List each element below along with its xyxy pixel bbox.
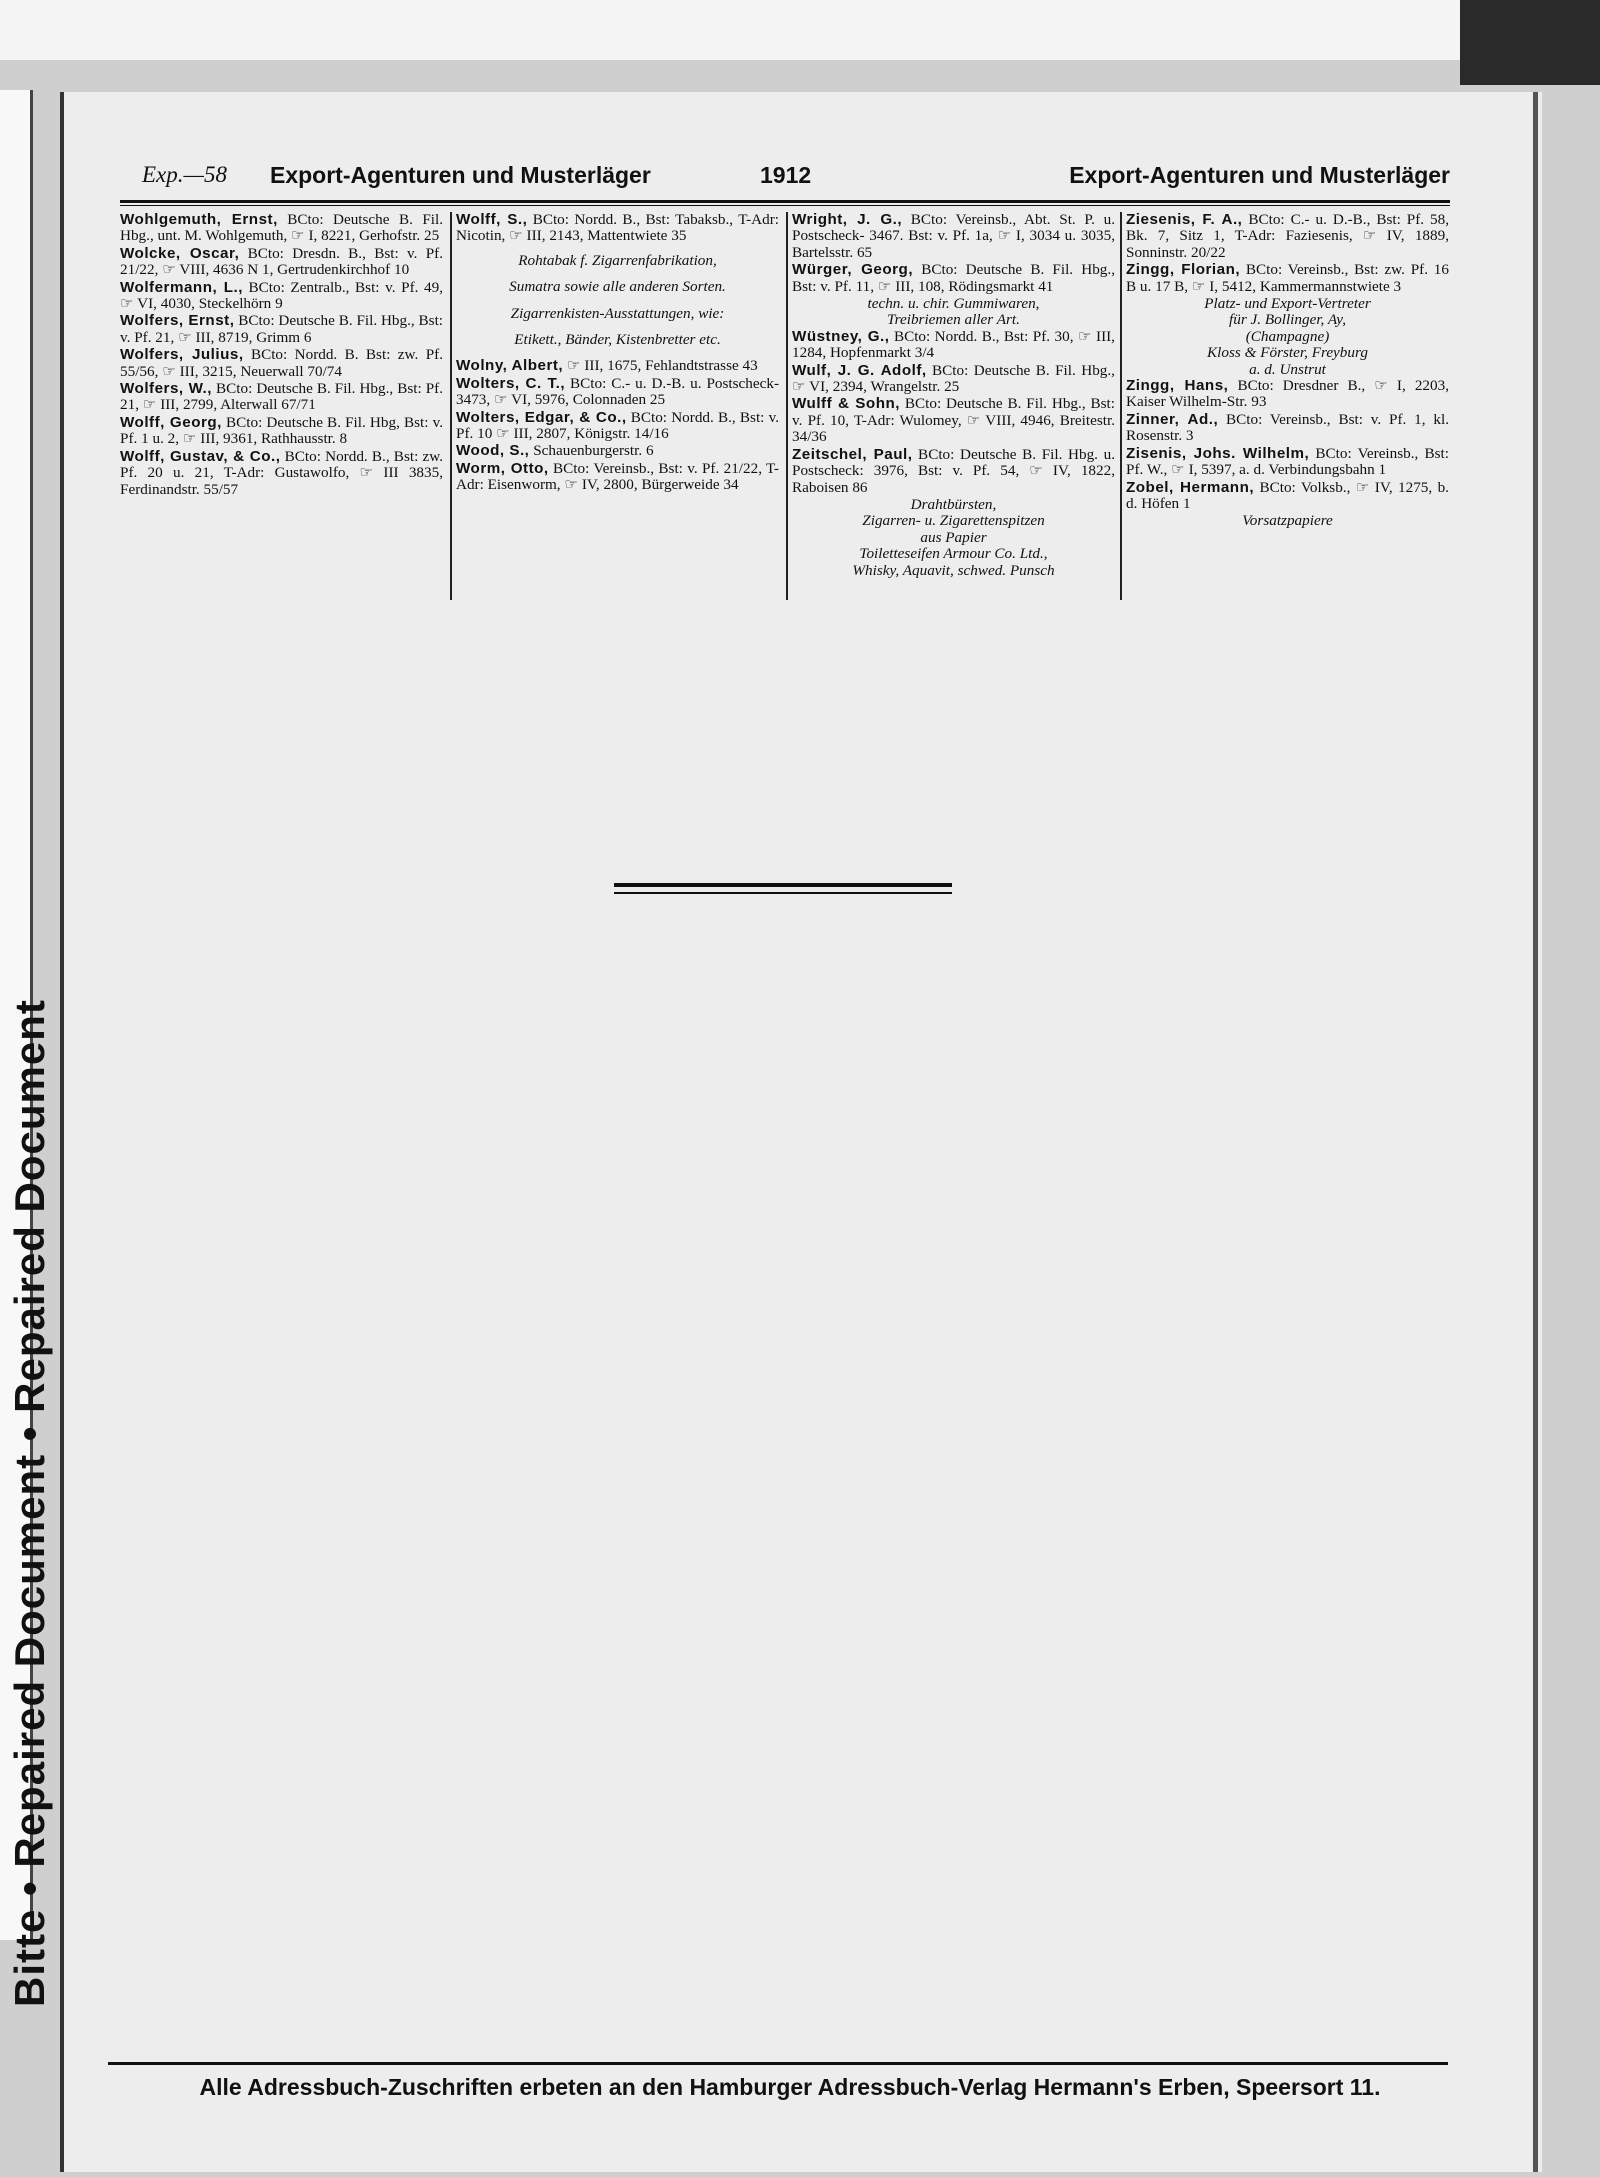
directory-entry bbox=[456, 443, 779, 459]
entry-name: Zobel, Hermann, bbox=[1126, 478, 1255, 496]
header-left-title: Export-Agenturen und Musterläger bbox=[270, 162, 651, 188]
italic-note: Toiletteseifen Armour Co. Ltd., bbox=[859, 545, 1048, 563]
italic-note: Etikett., Bänder, Kistenbretter etc. bbox=[514, 331, 721, 349]
entry-name: Zingg, Florian, bbox=[1126, 261, 1241, 279]
entry-detail: BCto: Zentralb., Bst: v. Pf. 49, ☞ VI, 4030, Steckelhörn 9 bbox=[120, 278, 443, 313]
italic-note: Sumatra sowie alle anderen Sorten. bbox=[509, 278, 726, 296]
entry-detail: BCto: Deutsche B. Fil. Hbg., Bst: Pf. 21, ☞ III, 2799, Alterwall 67/71 bbox=[120, 380, 443, 414]
footer-rule bbox=[108, 2062, 1448, 2065]
entry-detail: BCto: Vereinsb., Bst: v. Pf. 1, kl. Rosenstr. 3 bbox=[1126, 410, 1449, 445]
directory-entry bbox=[456, 461, 779, 494]
directory-entry bbox=[792, 212, 1115, 261]
directory-entry bbox=[792, 363, 1115, 396]
section-end-rule bbox=[614, 883, 952, 894]
italic-note: a. d. Unstrut bbox=[1249, 360, 1326, 378]
directory-entry bbox=[120, 415, 443, 448]
entry-name: Wolfermann, L., bbox=[120, 278, 243, 296]
directory-entry bbox=[456, 212, 779, 245]
directory-entry bbox=[456, 410, 779, 443]
italic-note: techn. u. chir. Gummiwaren, bbox=[867, 295, 1040, 313]
column-2 bbox=[456, 212, 779, 602]
entry-detail: BCto: Nordd. B. Bst: zw. Pf. 55/56, ☞ III, 3215, Neuerwall 70/74 bbox=[120, 346, 444, 380]
entry-detail: BCto: Deutsche B. Fil. Hbg. u. Postscheck: 3976, Bst: v. Pf. 54, ☞ IV, 1822, Raboisen 86 bbox=[792, 445, 1115, 496]
italic-note: aus Papier bbox=[920, 528, 987, 546]
directory-entry bbox=[120, 246, 443, 279]
directory-entry bbox=[456, 358, 779, 374]
italic-note: (Champagne) bbox=[1245, 327, 1330, 345]
page-number: Exp.—58 bbox=[142, 162, 227, 187]
directory-entry bbox=[456, 376, 779, 409]
entry-detail: BCto: Dresdner B., ☞ I, 2203, Kaiser Wilhelm-Str. 93 bbox=[1126, 377, 1450, 411]
entry-detail: Schauenburgerstr. 6 bbox=[529, 442, 654, 460]
entry-name: Wolfers, Ernst, bbox=[120, 312, 235, 330]
directory-entry bbox=[1126, 446, 1449, 479]
italic-note: Rohtabak f. Zigarrenfabrikation, bbox=[518, 251, 717, 269]
entry-detail: BCto: Dresdn. B., Bst: v. Pf. 21/22, ☞ VIII, 4636 N 1, Gertrudenkirchhof 10 bbox=[120, 244, 443, 279]
directory-entry bbox=[120, 212, 443, 245]
entry-name: Zinner, Ad., bbox=[1126, 410, 1219, 428]
header-right-title: Export-Agenturen und Musterläger bbox=[1069, 162, 1450, 188]
italic-note: Vorsatzpapiere bbox=[1242, 512, 1333, 530]
entry-detail: BCto: Deutsche B. Fil. Hbg., Bst: v. Pf. 21, ☞ III, 8719, Grimm 6 bbox=[120, 312, 444, 346]
page-header bbox=[120, 162, 1450, 198]
entry-name: Worm, Otto, bbox=[456, 459, 549, 477]
entry-detail: BCto: Nordd. B., Bst: zw. Pf. 20 u. 21, T-Adr: Gustawolfo, ☞ III 3835, Ferdinandstr. 55/57 bbox=[120, 447, 443, 498]
entry-detail: BCto: Volksb., ☞ IV, 1275, b. d. Höfen 1 bbox=[1126, 478, 1449, 512]
entry-name: Wolff, Gustav, & Co., bbox=[120, 447, 281, 465]
column-separator bbox=[786, 212, 788, 600]
entry-detail: BCto: Nordd. B., Bst: Tabaksb., T-Adr: Nicotin, ☞ III, 2143, Mattentwiete 35 bbox=[456, 211, 780, 245]
page-right-border bbox=[1533, 92, 1538, 2172]
italic-note: Kloss & Förster, Freyburg bbox=[1207, 344, 1368, 362]
directory-entry bbox=[120, 449, 443, 498]
italic-note: Zigarren- u. Zigarettenspitzen bbox=[862, 512, 1045, 530]
column-separator bbox=[1120, 212, 1122, 600]
entry-name: Wolff, S., bbox=[456, 211, 528, 228]
entry-detail: BCto: C.- u. D.-B., Bst: Pf. 58, Bk. 7, Sitz 1, T-Adr: Faziesenis, ☞ IV, 1889, Sonninstr. 20/22 bbox=[1126, 211, 1450, 261]
entry-detail: BCto: Vereinsb., Bst: v. Pf. 21/22, T-Adr: Eisenworm, ☞ IV, 2800, Bürgerweide 34 bbox=[456, 459, 779, 494]
entry-name: Zeitschel, Paul, bbox=[792, 445, 913, 463]
entry-detail: BCto: Nordd. B., Bst: v. Pf. 10 ☞ III, 2807, Königstr. 14/16 bbox=[456, 408, 779, 443]
entry-name: Wolfers, W., bbox=[120, 380, 213, 398]
entry-detail: BCto: Vereinsb., Abt. St. P. u. Postscheck- 3467. Bst: v. Pf. 1a, ☞ I, 3034 u. 3035, Bartelsstr. 65 bbox=[792, 211, 1116, 261]
directory-entry bbox=[1126, 262, 1449, 295]
entry-detail: BCto: Deutsche B. Fil. Hbg., ☞ VI, 2394, Wrangelstr. 25 bbox=[792, 361, 1115, 396]
entry-name: Wolters, C. T., bbox=[456, 374, 566, 392]
spine-strip bbox=[0, 90, 53, 2007]
entry-name: Wolcke, Oscar, bbox=[120, 244, 240, 262]
column-separator bbox=[450, 212, 452, 600]
entry-detail: BCto: Deutsche B. Fil. Hbg., Bst: v. Pf. 10, T-Adr: Wulomey, ☞ VIII, 4946, Breitestr. 34/36 bbox=[792, 395, 1115, 446]
italic-note: Zigarrenkisten-Ausstattungen, wie: bbox=[510, 304, 725, 322]
directory-entry bbox=[792, 447, 1115, 496]
directory-entry bbox=[792, 262, 1115, 295]
column-3 bbox=[792, 212, 1115, 602]
directory-entry bbox=[1126, 212, 1449, 261]
directory-entry bbox=[792, 396, 1115, 445]
header-year: 1912 bbox=[760, 162, 812, 188]
column-1 bbox=[120, 212, 443, 602]
header-rule-thin bbox=[120, 205, 1450, 206]
directory-entry bbox=[120, 381, 443, 414]
entry-name: Wright, J. G., bbox=[792, 211, 903, 228]
directory-entry bbox=[120, 347, 443, 380]
entry-detail: ☞ III, 1675, Fehlandtstrasse 43 bbox=[563, 357, 758, 375]
entry-name: Wulff & Sohn, bbox=[792, 395, 900, 413]
italic-note: Whisky, Aquavit, schwed. Punsch bbox=[852, 561, 1055, 579]
entry-name: Wood, S., bbox=[456, 442, 530, 460]
scan-background-top bbox=[0, 0, 1600, 60]
entry-detail: BCto: Vereinsb., Bst: Pf. W., ☞ I, 5397, a. d. Verbindungsbahn 1 bbox=[1126, 444, 1450, 479]
entry-detail: BCto: Deutsche B. Fil. Hbg., Bst: v. Pf. 11, ☞ III, 108, Rödingsmarkt 41 bbox=[792, 261, 1115, 295]
italic-note: Treibriemen aller Art. bbox=[887, 311, 1020, 329]
directory-columns bbox=[120, 212, 1450, 602]
directory-entry bbox=[120, 280, 443, 313]
entry-name: Wolfers, Julius, bbox=[120, 346, 244, 364]
entry-name: Wolters, Edgar, & Co., bbox=[456, 408, 627, 426]
directory-entry bbox=[792, 329, 1115, 362]
scan-black-tab bbox=[1460, 0, 1600, 85]
entry-name: Wulf, J. G. Adolf, bbox=[792, 361, 927, 379]
entry-name: Würger, Georg, bbox=[792, 261, 914, 279]
spine-label: Bitte • Repaired Document • Repaired Document bbox=[6, 999, 53, 2007]
entry-name: Wüstney, G., bbox=[792, 327, 890, 345]
italic-note: Platz- und Export-Vertreter bbox=[1204, 295, 1371, 313]
directory-entry bbox=[120, 313, 443, 346]
italic-note: Drahtbürsten, bbox=[910, 495, 997, 513]
column-4 bbox=[1126, 212, 1449, 602]
directory-entry bbox=[1126, 378, 1449, 411]
entry-name: Zisenis, Johs. Wilhelm, bbox=[1126, 444, 1310, 462]
entry-detail: BCto: Vereinsb., Bst: zw. Pf. 16 B u. 17 B, ☞ I, 5412, Kammermannstwiete 3 bbox=[1126, 261, 1449, 295]
italic-note: für J. Bollinger, Ay, bbox=[1229, 311, 1346, 329]
entry-name: Wolny, Albert, bbox=[456, 357, 564, 375]
entry-name: Zingg, Hans, bbox=[1126, 377, 1229, 395]
entry-name: Ziesenis, F. A., bbox=[1126, 211, 1243, 228]
header-rule bbox=[120, 200, 1450, 203]
entry-detail: BCto: C.- u. D.-B. u. Postscheck- 3473, ☞ VI, 5976, Colonnaden 25 bbox=[456, 374, 779, 409]
entry-detail: BCto: Deutsche B. Fil. Hbg, Bst: v. Pf. 1 u. 2, ☞ III, 9361, Rathhausstr. 8 bbox=[120, 413, 443, 448]
directory-entry bbox=[1126, 480, 1449, 513]
directory-entry bbox=[1126, 412, 1449, 445]
entry-name: Wolff, Georg, bbox=[120, 413, 222, 431]
footer-notice: Alle Adressbuch-Zuschriften erbeten an den Hamburger Adressbuch-Verlag Hermann's Erben, Speersort 11. bbox=[199, 2074, 1381, 2100]
entry-name: Wohlgemuth, Ernst, bbox=[120, 211, 278, 228]
entry-detail: BCto: Nordd. B., Bst: Pf. 30, ☞ III, 1284, Hopfenmarkt 3/4 bbox=[792, 327, 1115, 362]
entry-detail: BCto: Deutsche B. Fil. Hbg., unt. M. Wohlgemuth, ☞ I, 8221, Gerhofstr. 25 bbox=[120, 211, 443, 245]
